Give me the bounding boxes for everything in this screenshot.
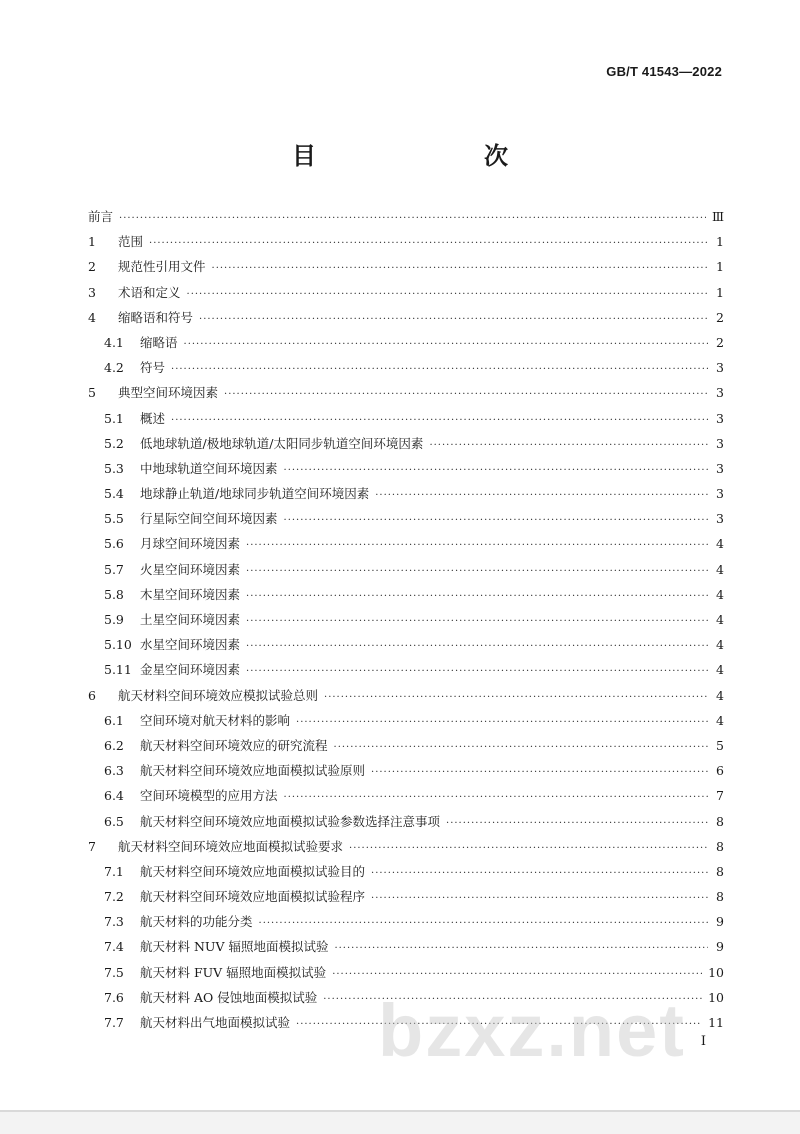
toc-entry-number: 4 [88, 309, 96, 325]
toc-dot-leader [246, 609, 708, 634]
page-title: 目 次 [292, 141, 548, 170]
toc-entry[interactable] [88, 632, 724, 657]
toc-entry-page: 3 [716, 435, 724, 451]
toc-entry-page: Ⅲ [711, 209, 724, 224]
toc-entry-title: 航天材料的功能分类 [140, 914, 253, 930]
toc-entry-number: 7.6 [104, 989, 124, 1005]
toc-entry-page: 3 [716, 360, 724, 376]
toc-entry-number: 5.6 [104, 536, 124, 552]
watermark: bzxz.net [378, 989, 686, 1072]
toc-entry-number: 7.1 [104, 863, 124, 879]
toc-dot-leader [246, 659, 708, 684]
toc-entry-page: 4 [716, 561, 724, 577]
toc-entry[interactable] [88, 305, 724, 330]
toc-entry-page: 1 [716, 259, 724, 275]
toc-entry-number: 7.4 [104, 939, 124, 955]
toc-entry-title: 概述 [140, 410, 166, 426]
toc-entry-title: 火星空间环境因素 [140, 561, 241, 577]
toc-entry[interactable] [88, 708, 724, 733]
toc-dot-leader [224, 382, 708, 407]
toc-dot-leader [371, 760, 708, 785]
toc-dot-leader [212, 256, 708, 281]
toc-entry[interactable] [88, 456, 724, 481]
toc-entry[interactable] [88, 355, 724, 380]
toc-dot-leader [296, 710, 708, 735]
toc-entry-number: 5.5 [104, 511, 124, 527]
toc-entry-title: 航天材料出气地面模拟试验 [140, 1015, 291, 1030]
toc-dot-leader [171, 357, 708, 382]
toc-dot-leader [149, 231, 708, 256]
toc-dot-leader [332, 962, 702, 987]
toc-dot-leader [259, 911, 708, 936]
toc-entry-title: 低地球轨道/极地球轨道/太阳同步轨道空间环境因素 [140, 435, 424, 451]
toc-entry-title: 航天材料空间环境效应地面模拟试验参数选择注意事项 [140, 813, 441, 829]
toc-entry-page: 8 [716, 838, 724, 854]
toc-dot-leader [246, 533, 708, 558]
toc-entry-page: 7 [716, 788, 724, 804]
toc-entry-title: 木星空间环境因素 [140, 586, 241, 602]
toc-entry[interactable] [88, 481, 724, 506]
toc-entry-title: 缩略语 [140, 334, 178, 350]
toc-entry-number: 3 [88, 284, 96, 300]
toc-entry-page: 3 [716, 410, 724, 426]
toc-entry-title: 航天材料空间环境效应地面模拟试验原则 [140, 763, 366, 779]
toc-entry-number: 7.5 [104, 964, 124, 980]
toc-entry-number: 5.11 [104, 662, 132, 678]
toc-entry-number: 5.2 [104, 435, 124, 451]
toc-entry-page: 4 [716, 536, 724, 552]
toc-entry[interactable] [88, 783, 724, 808]
toc-entry-number: 5.8 [104, 586, 124, 602]
toc-entry-number: 2 [88, 259, 96, 275]
toc-entry-page: 1 [716, 284, 724, 300]
toc-entry-number: 6 [88, 687, 96, 703]
toc-entry-title: 术语和定义 [118, 284, 181, 300]
toc-entry[interactable] [88, 733, 724, 758]
toc-entry-page: 8 [716, 889, 724, 905]
toc-entry-number: 5.10 [104, 637, 132, 653]
toc-dot-leader [429, 433, 708, 458]
toc-entry-number: 6.2 [104, 737, 124, 753]
toc-entry-page: 1 [716, 234, 724, 250]
toc-entry-page: 3 [716, 385, 724, 401]
toc-entry-page: 4 [716, 612, 724, 627]
toc-entry[interactable] [88, 204, 724, 229]
toc-entry-page: 6 [716, 763, 724, 779]
toc-entry-title: 缩略语和符号 [118, 309, 194, 325]
toc-entry-title: 范围 [118, 234, 144, 250]
toc-dot-leader [246, 584, 708, 609]
toc-entry-number: 6.4 [104, 788, 124, 804]
toc-entry-number: 5.7 [104, 561, 124, 577]
toc-entry-number: 5 [88, 385, 96, 401]
toc-entry-title: 航天材料空间环境效应的研究流程 [140, 737, 328, 753]
toc-entry-number: 4.2 [104, 360, 124, 376]
toc-entry-title: 空间环境对航天材料的影响 [140, 712, 291, 728]
toc-entry-number: 5.3 [104, 460, 124, 476]
toc-dot-leader [119, 206, 706, 231]
toc-dot-leader [375, 483, 708, 508]
page-folio: I [700, 1034, 706, 1049]
toc-dot-leader [184, 332, 708, 357]
toc-entry[interactable] [88, 582, 724, 607]
toc-entry[interactable] [88, 431, 724, 456]
toc-dot-leader [284, 508, 708, 533]
toc-entry[interactable] [88, 859, 724, 884]
toc-entry-page: 4 [716, 687, 724, 703]
toc-entry-number: 5.9 [104, 612, 124, 627]
toc-entry-number: 6.1 [104, 712, 124, 728]
toc-entry-number: 5.1 [104, 410, 124, 426]
toc-entry-number: 7.7 [104, 1015, 124, 1030]
toc-entry-page: 4 [716, 637, 724, 653]
table-of-contents [88, 204, 724, 1035]
toc-entry[interactable] [88, 683, 724, 708]
toc-entry-number: 6.3 [104, 763, 124, 779]
toc-entry-title: 航天材料空间环境效应地面模拟试验目的 [140, 863, 366, 879]
toc-entry-page: 9 [716, 939, 724, 955]
toc-entry-title: 规范性引用文件 [118, 259, 206, 275]
toc-entry[interactable] [88, 531, 724, 556]
toc-dot-leader [371, 861, 708, 886]
toc-entry-title: 航天材料 AO 侵蚀地面模拟试验 [140, 989, 318, 1005]
toc-entry-page: 8 [716, 863, 724, 879]
toc-entry-title: 地球静止轨道/地球同步轨道空间环境因素 [140, 486, 370, 502]
toc-entry[interactable] [88, 834, 724, 859]
toc-entry-title: 航天材料 NUV 辐照地面模拟试验 [140, 939, 329, 955]
toc-dot-leader [324, 685, 708, 710]
toc-entry-number: 6.5 [104, 813, 124, 829]
toc-entry-title: 行星际空间空间环境因素 [140, 511, 278, 527]
toc-entry-title: 土星空间环境因素 [140, 612, 241, 627]
toc-entry[interactable] [88, 758, 724, 783]
toc-entry[interactable] [88, 506, 724, 531]
toc-dot-leader [349, 836, 708, 861]
toc-entry[interactable] [88, 229, 724, 254]
toc-entry-page: 5 [716, 737, 724, 753]
toc-entry-title: 金星空间环境因素 [140, 662, 241, 678]
toc-entry-title: 航天材料空间环境效应模拟试验总则 [118, 687, 319, 703]
toc-entry-page: 9 [716, 914, 724, 930]
toc-dot-leader [246, 559, 708, 584]
toc-entry-title: 月球空间环境因素 [140, 536, 241, 552]
toc-entry-page: 3 [716, 511, 724, 527]
toc-dot-leader [334, 735, 708, 760]
toc-entry[interactable] [88, 254, 724, 279]
toc-entry[interactable] [88, 557, 724, 582]
toc-entry-title: 符号 [140, 360, 166, 376]
toc-entry-title: 典型空间环境因素 [118, 385, 219, 401]
toc-entry-page: 3 [716, 460, 724, 476]
toc-entry[interactable] [88, 330, 724, 355]
toc-entry-page: 3 [716, 486, 724, 502]
toc-entry-number: 7 [88, 838, 96, 854]
toc-entry-title: 中地球轨道空间环境因素 [140, 460, 278, 476]
toc-entry-page: 2 [716, 309, 724, 325]
toc-entry-title: 水星空间环境因素 [140, 637, 241, 653]
toc-dot-leader [446, 811, 708, 836]
toc-entry-page: 11 [708, 1015, 724, 1030]
page-edge [0, 1110, 800, 1112]
toc-entry-page: 4 [716, 662, 724, 678]
toc-entry-page: 4 [716, 586, 724, 602]
standard-code: GB/T 41543—2022 [606, 64, 722, 79]
toc-entry[interactable] [88, 809, 724, 834]
toc-entry-page: 10 [708, 989, 724, 1005]
toc-entry-title: 空间环境模型的应用方法 [140, 788, 278, 804]
toc-entry[interactable] [88, 657, 724, 682]
toc-dot-leader [171, 408, 708, 433]
toc-entry[interactable] [88, 909, 724, 934]
toc-entry-page: 10 [708, 964, 724, 980]
toc-dot-leader [371, 886, 708, 911]
toc-dot-leader [246, 634, 708, 659]
toc-entry-number: 5.4 [104, 486, 124, 502]
toc-entry[interactable] [88, 884, 724, 909]
toc-entry-number: 7.2 [104, 889, 124, 905]
toc-entry-page: 2 [716, 334, 724, 350]
toc-entry-title: 航天材料 FUV 辐照地面模拟试验 [140, 964, 327, 980]
toc-entry-title: 航天材料空间环境效应地面模拟试验程序 [140, 889, 366, 905]
toc-entry[interactable] [88, 280, 724, 305]
toc-entry[interactable] [88, 960, 724, 985]
toc-entry-number: 4.1 [104, 334, 124, 350]
toc-entry-number: 7.3 [104, 914, 124, 930]
toc-dot-leader [284, 785, 708, 810]
toc-entry[interactable] [88, 406, 724, 431]
toc-dot-leader [187, 282, 708, 307]
toc-dot-leader [284, 458, 708, 483]
toc-dot-leader [334, 936, 708, 961]
toc-entry-page: 8 [716, 813, 724, 829]
toc-entry[interactable] [88, 380, 724, 405]
toc-entry-page: 4 [716, 712, 724, 728]
toc-dot-leader [199, 307, 708, 332]
toc-entry-number: 1 [88, 234, 96, 250]
toc-entry[interactable] [88, 607, 724, 632]
toc-entry-title: 航天材料空间环境效应地面模拟试验要求 [118, 838, 344, 854]
toc-entry-title: 前言 [88, 209, 114, 224]
toc-entry[interactable] [88, 934, 724, 959]
